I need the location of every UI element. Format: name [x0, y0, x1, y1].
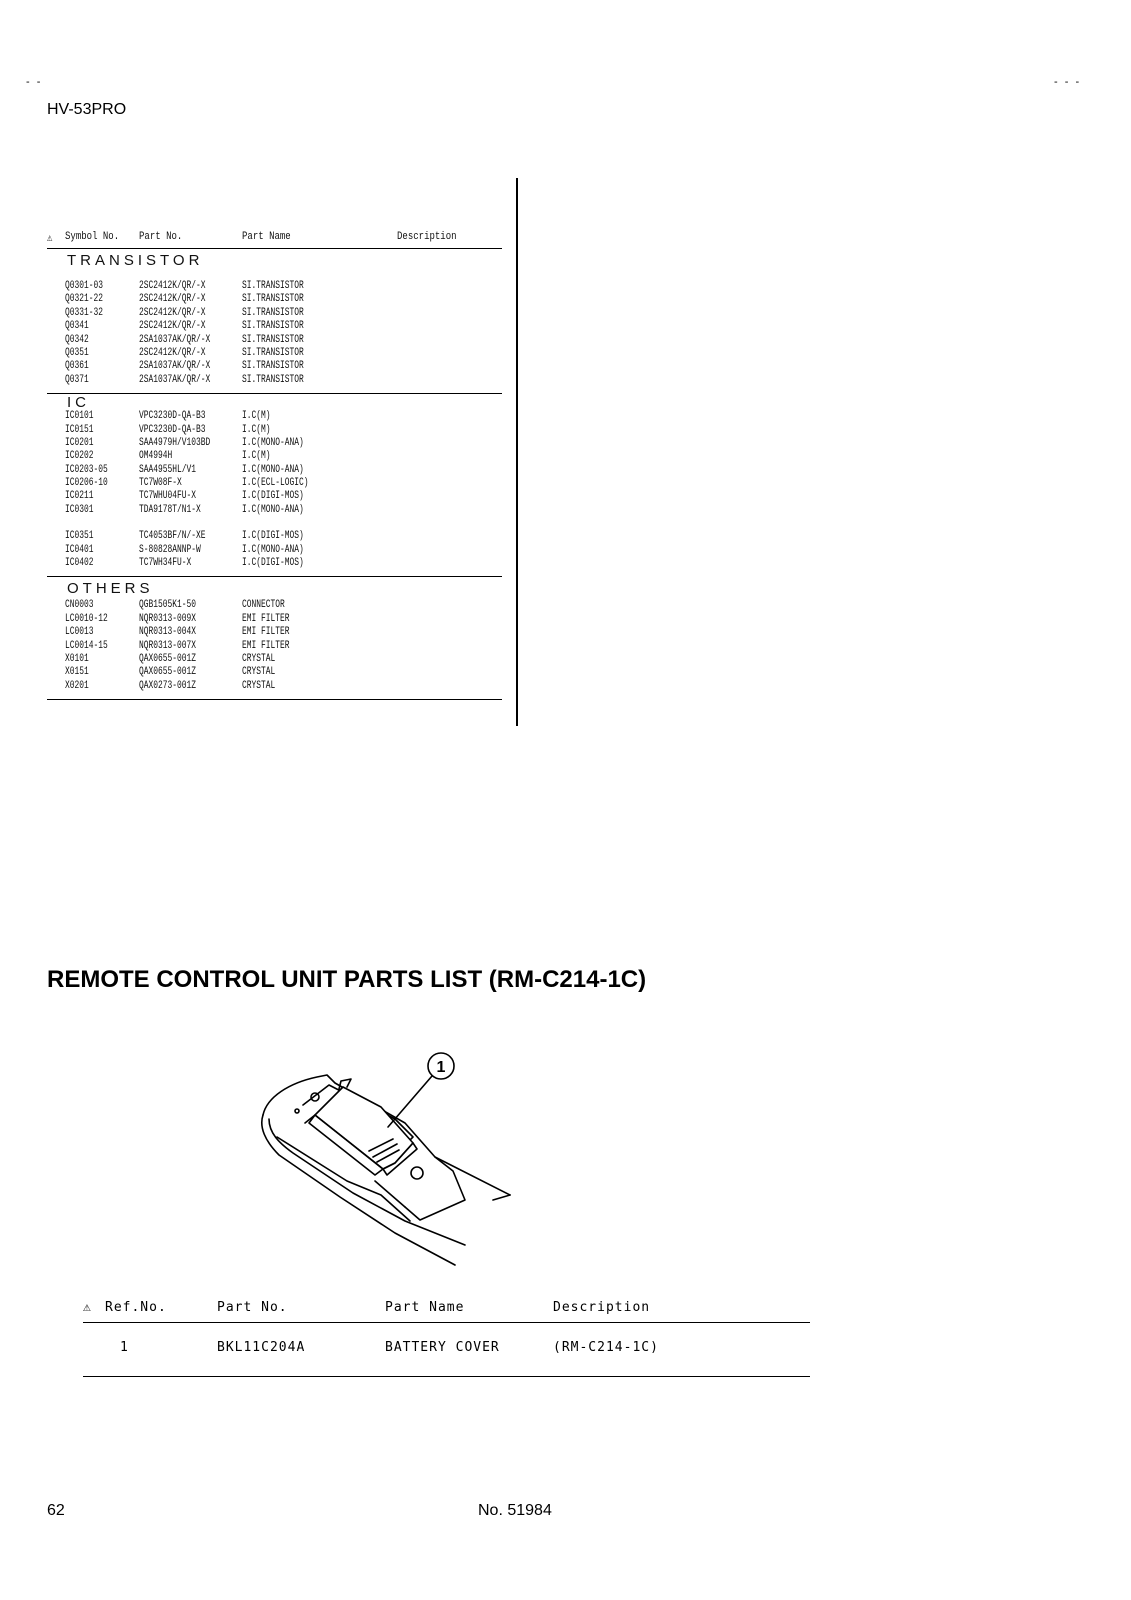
cell-ref-no: 1 — [120, 1340, 129, 1355]
section-heading: TRANSISTOR — [67, 252, 204, 269]
cell-symbol-no: IC0401 — [65, 543, 94, 556]
cell-part-name: SI.TRANSISTOR — [242, 333, 304, 346]
cell-part-no: NQR0313-009X — [139, 612, 197, 625]
cell-part-name: I.C(MONO-ANA) — [242, 503, 304, 516]
cell-symbol-no: Q0331-32 — [65, 306, 104, 319]
cell-part-name: SI.TRANSISTOR — [242, 306, 304, 319]
cell-part-name: EMI FILTER — [242, 612, 290, 625]
cell-part-name: SI.TRANSISTOR — [242, 373, 304, 386]
cell-part-name: I.C(MONO-ANA) — [242, 543, 304, 556]
cell-symbol-no: Q0321-22 — [65, 293, 104, 306]
cell-symbol-no: X0151 — [65, 666, 89, 679]
cell-part-no: NQR0313-007X — [139, 639, 197, 652]
header-part-name: Part Name — [385, 1300, 465, 1315]
cell-part-no: 2SC2412K/QR/-X — [139, 280, 206, 292]
cell-part-name: SI.TRANSISTOR — [242, 280, 304, 292]
corner-tick-left: - - — [26, 76, 43, 88]
cell-part-no: S-80828ANNP-W — [139, 543, 201, 556]
cell-part-no: VPC3230D-QA-B3 — [139, 423, 206, 436]
cell-part-name: CRYSTAL — [242, 679, 276, 692]
cell-part-name: CONNECTOR — [242, 599, 285, 612]
header-part-no: Part No. — [217, 1300, 288, 1315]
callout-1: 1 — [436, 1059, 446, 1076]
cell-part-no: 2SC2412K/QR/-X — [139, 293, 206, 306]
cell-symbol-no: Q0351 — [65, 346, 89, 359]
cell-part-name: I.C(M) — [242, 423, 271, 436]
cell-part-name: CRYSTAL — [242, 652, 276, 665]
table-row — [47, 504, 502, 517]
warning-triangle-icon: ⚠ — [83, 1300, 92, 1315]
cell-part-name: SI.TRANSISTOR — [242, 293, 304, 306]
table-row — [47, 626, 502, 639]
table-row — [47, 490, 502, 503]
cell-symbol-no: IC0203-05 — [65, 463, 108, 476]
cell-part-no: TDA9178T/N1-X — [139, 503, 201, 516]
table-row — [47, 374, 502, 387]
table-row — [47, 680, 502, 693]
cell-part-no: 2SA1037AK/QR/-X — [139, 333, 211, 346]
section-ic — [47, 394, 502, 577]
header-part-no: Part No. — [139, 231, 183, 243]
table-row — [47, 666, 502, 679]
remote-parts-table — [83, 1296, 810, 1377]
cell-part-no: QAX0655-001Z — [139, 652, 197, 665]
cell-symbol-no: IC0402 — [65, 557, 94, 570]
cell-symbol-no: Q0342 — [65, 333, 89, 346]
cell-symbol-no: IC0201 — [65, 436, 94, 449]
table-row — [47, 334, 502, 347]
cell-part-name: CRYSTAL — [242, 666, 276, 679]
header-description: Description — [553, 1300, 651, 1315]
document-number: No. 51984 — [478, 1502, 552, 1519]
cell-symbol-no: IC0351 — [65, 530, 94, 543]
cell-symbol-no: X0201 — [65, 679, 89, 692]
cell-part-name: I.C(MONO-ANA) — [242, 463, 304, 476]
table-row — [47, 613, 502, 626]
cell-part-no: QAX0273-001Z — [139, 679, 197, 692]
model-name: HV-53PRO — [47, 101, 127, 118]
section-heading: IC — [67, 394, 90, 412]
cell-part-no: 2SC2412K/QR/-X — [139, 306, 206, 319]
cell-symbol-no: Q0341 — [65, 320, 89, 333]
cell-symbol-no: IC0151 — [65, 423, 94, 436]
table-header — [83, 1296, 810, 1323]
cell-description: (RM-C214-1C) — [553, 1340, 659, 1355]
cell-symbol-no: LC0013 — [65, 626, 94, 639]
section-others — [47, 577, 502, 700]
cell-part-name: EMI FILTER — [242, 626, 290, 639]
cell-symbol-no: CN0003 — [65, 599, 94, 612]
cell-part-no: TC7W08F-X — [139, 477, 182, 490]
cell-part-no: QGB1505K1-50 — [139, 599, 197, 612]
section-transistor — [47, 249, 502, 394]
cell-symbol-no: IC0301 — [65, 503, 94, 516]
table-row — [47, 293, 502, 306]
table-header — [47, 225, 502, 249]
cell-part-name: I.C(M) — [242, 450, 271, 463]
cell-part-name: SI.TRANSISTOR — [242, 360, 304, 373]
cell-part-no: SAA4955HL/V1 — [139, 463, 197, 476]
cell-symbol-no: Q0301-03 — [65, 280, 104, 292]
header-description: Description — [397, 231, 457, 243]
corner-tick-right: - - - — [1054, 76, 1082, 88]
section-title: REMOTE CONTROL UNIT PARTS LIST (RM-C214-1C) — [47, 966, 647, 993]
cell-part-name: I.C(DIGI-MOS) — [242, 530, 304, 543]
cell-part-name: I.C(ECL-LOGIC) — [242, 477, 309, 490]
cell-part-name: SI.TRANSISTOR — [242, 320, 304, 333]
cell-part-no: BKL11C204A — [217, 1340, 306, 1355]
table-row — [47, 347, 502, 360]
table-row — [47, 280, 502, 293]
cell-symbol-no: IC0206-10 — [65, 477, 108, 490]
table-row — [83, 1323, 810, 1377]
table-row — [47, 653, 502, 666]
table-row — [47, 557, 502, 570]
warning-triangle-icon: ⚠ — [47, 233, 53, 245]
table-row — [47, 599, 502, 612]
column-divider — [516, 178, 518, 726]
cell-part-no: VPC3230D-QA-B3 — [139, 410, 206, 423]
page-number: 62 — [47, 1502, 65, 1519]
section-heading: OTHERS — [67, 580, 154, 598]
cell-part-no: QAX0655-001Z — [139, 666, 197, 679]
cell-part-no: 2SC2412K/QR/-X — [139, 346, 206, 359]
header-part-name: Part Name — [242, 231, 291, 243]
cell-symbol-no: IC0202 — [65, 450, 94, 463]
header-symbol-no: Symbol No. — [65, 231, 120, 243]
cell-symbol-no: LC0014-15 — [65, 639, 108, 652]
header-ref-no: Ref.No. — [105, 1300, 167, 1315]
cell-part-no: 2SA1037AK/QR/-X — [139, 373, 211, 386]
table-row — [47, 360, 502, 373]
table-row — [47, 640, 502, 653]
remote-control-battery-cover-illustration — [245, 1045, 520, 1285]
cell-part-name: I.C(MONO-ANA) — [242, 436, 304, 449]
table-row — [47, 544, 502, 557]
cell-part-no: 2SC2412K/QR/-X — [139, 320, 206, 333]
table-row — [47, 450, 502, 463]
cell-symbol-no: IC0211 — [65, 490, 94, 503]
cell-part-no: OM4994H — [139, 450, 173, 463]
table-row — [47, 307, 502, 320]
cell-part-no: NQR0313-004X — [139, 626, 197, 639]
table-row — [47, 477, 502, 490]
cell-symbol-no: Q0361 — [65, 360, 89, 373]
table-row — [47, 320, 502, 333]
cell-symbol-no: IC0101 — [65, 410, 94, 423]
cell-part-name: EMI FILTER — [242, 639, 290, 652]
cell-part-no: SAA4979H/V103BD — [139, 436, 211, 449]
cell-part-name: I.C(DIGI-MOS) — [242, 490, 304, 503]
cell-symbol-no: Q0371 — [65, 373, 89, 386]
table-row — [47, 437, 502, 450]
cell-part-no: TC7WH34FU-X — [139, 557, 192, 570]
table-row — [47, 410, 502, 423]
cell-part-no: 2SA1037AK/QR/-X — [139, 360, 211, 373]
cell-part-no: TC4053BF/N/-XE — [139, 530, 206, 543]
table-row — [47, 530, 502, 543]
cell-part-name: SI.TRANSISTOR — [242, 346, 304, 359]
cell-symbol-no: X0101 — [65, 652, 89, 665]
table-row — [47, 464, 502, 477]
cell-symbol-no: LC0010-12 — [65, 612, 108, 625]
cell-part-no: TC7WHU04FU-X — [139, 490, 197, 503]
cell-part-name: I.C(DIGI-MOS) — [242, 557, 304, 570]
parts-list-table — [47, 225, 502, 700]
table-row — [47, 424, 502, 437]
cell-part-name: BATTERY COVER — [385, 1340, 500, 1355]
cell-part-name: I.C(M) — [242, 410, 271, 423]
